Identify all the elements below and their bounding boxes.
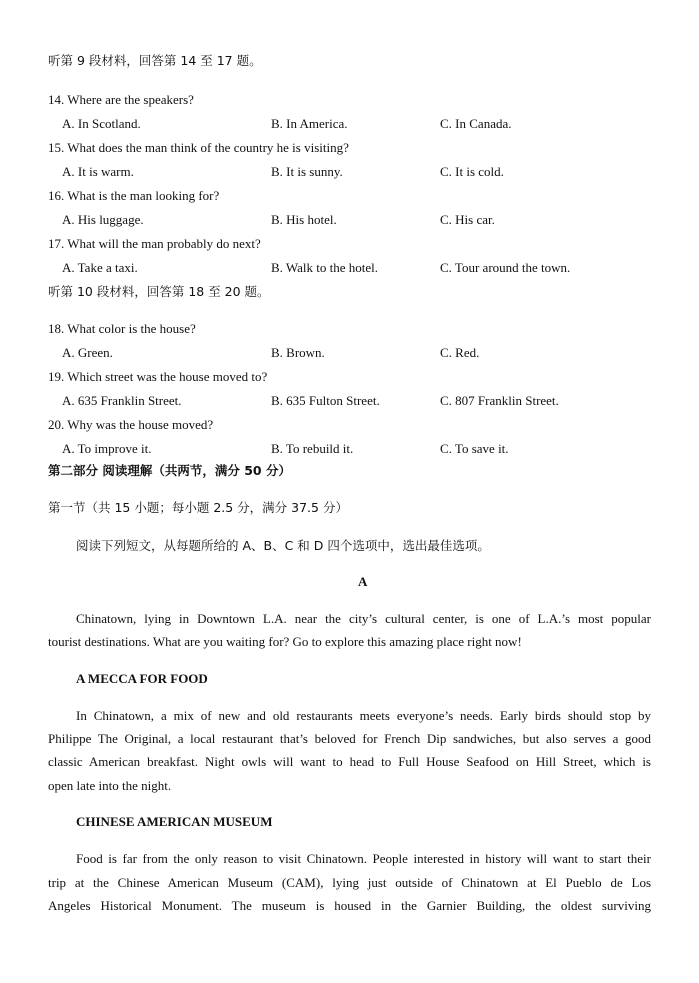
question-15: 15. What does the man think of the country he is visiting?	[48, 140, 349, 155]
option-18b: B. Brown.	[271, 345, 325, 360]
section1-heading: 第一节（共 15 小题；每小题 2.5 分，满分 37.5 分）	[48, 500, 348, 515]
option-14c: C. In Canada.	[440, 116, 512, 131]
intro-line-2: tourist destinations. What are you waiting for? Go to explore this amazing place right now!	[48, 634, 522, 649]
question-20: 20. Why was the house moved?	[48, 417, 214, 432]
food-line-3: classic American breakfast. Night owls will want to head to Full House Seafood on Hill Street, which is	[48, 754, 651, 769]
option-16b: B. His hotel.	[271, 212, 337, 227]
option-15b: B. It is sunny.	[271, 164, 343, 179]
museum-line-1: Food is far from the only reason to visit Chinatown. People interested in history will want to start their	[76, 851, 651, 866]
option-20c: C. To save it.	[440, 441, 509, 456]
option-18a: A. Green.	[62, 345, 113, 360]
question-18: 18. What color is the house?	[48, 321, 196, 336]
option-17c: C. Tour around the town.	[440, 260, 571, 275]
food-line-4: open late into the night.	[48, 778, 172, 793]
option-14a: A. In Scotland.	[62, 116, 141, 131]
question-14: 14. Where are the speakers?	[48, 92, 194, 107]
museum-line-3: Angeles Historical Monument. The museum is housed in the Garnier Building, the oldest surviving	[48, 898, 651, 913]
option-20b: B. To rebuild it.	[271, 441, 354, 456]
part2-heading: 第二部分 阅读理解（共两节，满分 50 分）	[48, 463, 291, 478]
option-14b: B. In America.	[271, 116, 348, 131]
question-19: 19. Which street was the house moved to?	[48, 369, 268, 384]
option-18c: C. Red.	[440, 345, 480, 360]
option-20a: A. To improve it.	[62, 441, 152, 456]
option-16a: A. His luggage.	[62, 212, 144, 227]
passage-letter: A	[358, 574, 368, 589]
option-15a: A. It is warm.	[62, 164, 134, 179]
option-15c: C. It is cold.	[440, 164, 504, 179]
subhead-museum: CHINESE AMERICAN MUSEUM	[76, 814, 273, 829]
subhead-food: A MECCA FOR FOOD	[76, 671, 208, 686]
option-19c: C. 807 Franklin Street.	[440, 393, 559, 408]
question-17: 17. What will the man probably do next?	[48, 236, 261, 251]
food-line-1: In Chinatown, a mix of new and old restaurants meets everyone’s needs. Early birds should stop by	[76, 708, 651, 723]
museum-line-2: trip at the Chinese American Museum (CAM), lying just outside of Chinatown at El Pueblo de Los	[48, 875, 651, 890]
section10-heading: 听第 10 段材料，回答第 18 至 20 题。	[48, 284, 270, 299]
option-17b: B. Walk to the hotel.	[271, 260, 379, 275]
option-16c: C. His car.	[440, 212, 495, 227]
option-19b: B. 635 Fulton Street.	[271, 393, 380, 408]
section9-heading: 听第 9 段材料，回答第 14 至 17 题。	[48, 53, 262, 68]
option-19a: A. 635 Franklin Street.	[62, 393, 182, 408]
question-16: 16. What is the man looking for?	[48, 188, 220, 203]
intro-line-1: Chinatown, lying in Downtown L.A. near the city’s cultural center, is one of L.A.’s most popular	[76, 611, 651, 626]
food-line-2: Philippe The Original, a local restaurant that’s beloved for French Dip sandwiches, but also serves a good	[48, 731, 651, 746]
reading-instruction: 阅读下列短文，从每题所给的 A、B、C 和 D 四个选项中，选出最佳选项。	[76, 538, 490, 553]
option-17a: A. Take a taxi.	[62, 260, 138, 275]
